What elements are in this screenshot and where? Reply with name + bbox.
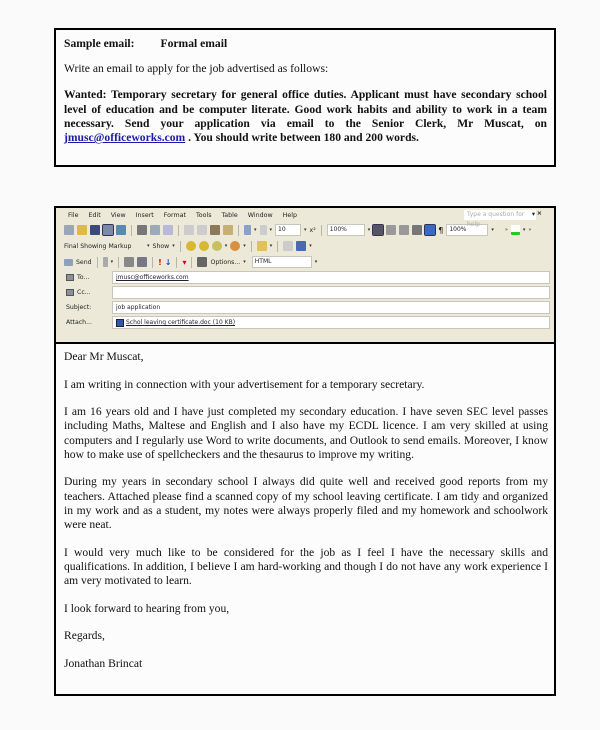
chevron-down-icon[interactable]: ▾ xyxy=(309,243,312,249)
cc-field[interactable] xyxy=(112,286,550,299)
outlook-compose-header xyxy=(56,208,554,344)
justify-icon[interactable] xyxy=(412,225,422,235)
separator xyxy=(131,225,132,236)
superscript-icon[interactable]: x² xyxy=(309,226,316,234)
zoom-value-2: 100% xyxy=(449,226,467,233)
task-title xyxy=(64,37,547,51)
to-button[interactable] xyxy=(66,274,112,281)
font-size-value: 10 xyxy=(278,226,286,233)
low-importance-icon[interactable]: ↓ xyxy=(164,257,172,267)
zoom-value: 100% xyxy=(329,226,347,233)
attach-button[interactable]: Attach... xyxy=(66,319,92,326)
message-format-select[interactable] xyxy=(252,256,312,268)
chevron-down-icon[interactable]: ▾ xyxy=(224,243,228,249)
attach-icon[interactable] xyxy=(103,257,108,267)
separator xyxy=(277,241,278,252)
accept-change-icon[interactable] xyxy=(212,241,222,251)
align-right-icon[interactable] xyxy=(399,225,409,235)
menu-edit[interactable]: Edit xyxy=(88,211,101,219)
email-paragraph: During my years in secondary school I always did quite well and received good reports from my teachers. Attached please find a scanned copy of my school leaving certificate. I am tidy and organized in my work and as a student, my notes were always properly filed and my homework and schoolwork were neat. xyxy=(64,475,548,531)
separator xyxy=(180,241,181,252)
check-names-icon[interactable] xyxy=(137,257,147,267)
cc-label: Cc... xyxy=(77,289,91,296)
chevron-down-icon[interactable]: ▾ xyxy=(172,243,175,249)
chevron-down-icon[interactable]: ▾ xyxy=(269,243,273,249)
copy-icon[interactable] xyxy=(197,225,207,235)
open-folder-icon[interactable] xyxy=(77,225,87,235)
markup-mode-select[interactable]: Final Showing Markup xyxy=(64,242,132,250)
email-window xyxy=(54,206,556,696)
save-icon[interactable] xyxy=(90,225,100,235)
high-importance-icon[interactable]: ! xyxy=(158,257,162,267)
insert-comment-icon[interactable] xyxy=(257,241,267,251)
help-search-input[interactable]: Type a question for help xyxy=(464,210,536,220)
send-icon xyxy=(64,259,73,266)
chevron-down-icon[interactable]: ▾ xyxy=(254,227,257,233)
menu-view[interactable]: View xyxy=(110,211,126,219)
chevron-down-icon[interactable]: ▾ xyxy=(522,227,526,233)
address-book-icon xyxy=(66,289,74,296)
align-left-icon[interactable] xyxy=(373,225,383,235)
menu-format[interactable]: Format xyxy=(163,211,186,219)
email-paragraph: I am 16 years old and I have just completed my secondary education. I have seven SEC level passes including Maths, Maltese and English and I also have my ECDL licence. I am very skilled at using computers and I regularly use Word to write documents, and Outlook to send emails. Moreover, I know how to make use of spellcheckers and the thesaurus to improve my writing. xyxy=(64,405,548,461)
attachment-link[interactable]: Schol leaving certificate.doc (10 KB) xyxy=(126,319,236,326)
address-book-icon[interactable] xyxy=(124,257,134,267)
chevron-down-icon[interactable]: ▾ xyxy=(314,259,318,265)
email-body[interactable] xyxy=(56,344,554,671)
address-book-icon xyxy=(66,274,74,281)
previous-change-icon[interactable] xyxy=(186,241,196,251)
send-button[interactable]: Send xyxy=(76,258,92,266)
separator xyxy=(251,241,252,252)
to-row xyxy=(56,270,554,285)
options-icon xyxy=(197,257,207,267)
menu-table[interactable]: Table xyxy=(221,211,238,219)
permission-icon[interactable] xyxy=(103,225,113,235)
spelling-icon[interactable] xyxy=(163,225,173,235)
redo-icon[interactable] xyxy=(260,225,267,235)
menu-bar xyxy=(56,208,554,228)
to-field[interactable] xyxy=(112,271,550,284)
chevron-down-icon[interactable]: ▾ xyxy=(491,227,494,233)
subject-field[interactable]: job application xyxy=(112,301,550,314)
new-icon[interactable] xyxy=(64,225,74,235)
mail-recipient-icon[interactable] xyxy=(116,225,126,235)
reviewing-toolbar xyxy=(56,238,554,254)
email-closing: Regards, xyxy=(64,629,105,643)
separator xyxy=(178,225,179,236)
print-icon[interactable] xyxy=(137,225,147,235)
task-label: Sample email: xyxy=(64,37,135,50)
menu-tools[interactable]: Tools xyxy=(195,211,212,219)
reviewing-pane-icon[interactable] xyxy=(296,241,306,251)
undo-icon[interactable] xyxy=(244,225,251,235)
menu-file[interactable]: File xyxy=(68,211,79,219)
separator xyxy=(152,257,153,268)
chevron-down-icon[interactable]: ▾ xyxy=(243,259,246,265)
pilcrow-icon[interactable]: ¶ xyxy=(438,225,444,235)
toolbar-overflow-icon[interactable]: » xyxy=(528,227,532,233)
format-painter-icon[interactable] xyxy=(223,225,233,235)
email-paragraph: I look forward to hearing from you, xyxy=(64,601,230,615)
attach-row xyxy=(56,315,554,330)
paste-icon[interactable] xyxy=(210,225,220,235)
font-size-select[interactable] xyxy=(275,224,301,236)
options-button[interactable]: Options... xyxy=(210,258,241,266)
subject-label: Subject: xyxy=(66,304,92,311)
separator xyxy=(321,225,322,236)
align-center-icon[interactable] xyxy=(386,225,396,235)
chevron-down-icon[interactable]: ▾ xyxy=(243,243,246,249)
advert-text-end: . You should write between 180 and 200 words. xyxy=(185,131,419,145)
attach-field[interactable] xyxy=(112,316,550,329)
email-greeting: Dear Mr Muscat, xyxy=(64,350,144,363)
separator xyxy=(118,257,119,268)
to-value: jmusc@officeworks.com xyxy=(116,274,189,281)
next-change-icon[interactable] xyxy=(199,241,209,251)
chevron-down-icon[interactable]: ▾ xyxy=(269,227,273,233)
advert-email-link[interactable]: jmusc@officeworks.com xyxy=(64,131,186,145)
menu-window[interactable]: Window xyxy=(247,211,273,219)
chevron-down-icon[interactable]: ▾ xyxy=(304,227,307,233)
task-instruction: Write an email to apply for the job advertised as follows: xyxy=(64,62,329,76)
chevron-down-icon[interactable]: ▾ xyxy=(531,211,535,218)
zoom-select[interactable] xyxy=(327,224,365,236)
job-advert xyxy=(64,88,547,145)
separator xyxy=(176,257,177,268)
show-menu-button[interactable]: Show xyxy=(152,242,170,250)
menu-insert[interactable]: Insert xyxy=(135,211,154,219)
cc-button[interactable] xyxy=(66,289,112,296)
to-label: To... xyxy=(77,274,90,281)
chevron-down-icon[interactable]: ▾ xyxy=(367,227,371,233)
cut-icon[interactable] xyxy=(184,225,194,235)
cc-row xyxy=(56,285,554,300)
menu-help[interactable]: Help xyxy=(282,211,297,219)
email-paragraph: I am writing in connection with your advertisement for a temporary secretary. xyxy=(64,377,425,391)
toolbar-overflow-icon[interactable]: » xyxy=(504,227,508,233)
subject-row xyxy=(56,300,554,315)
research-icon[interactable] xyxy=(425,225,435,235)
task-type: Formal email xyxy=(160,37,228,50)
print-preview-icon[interactable] xyxy=(150,225,160,235)
email-toolbar xyxy=(56,254,554,270)
track-changes-icon[interactable] xyxy=(283,241,293,251)
reject-change-icon[interactable] xyxy=(230,241,240,251)
email-paragraph: I would very much like to be considered for the job as I feel I have the necessary skills and qualifications. In addition, I believe I am hard-working and though I do not have any work experience I am very motivated to learn. xyxy=(64,545,548,587)
email-signature: Jonathan Brincat xyxy=(64,656,143,670)
chevron-down-icon[interactable]: ▾ xyxy=(147,243,150,249)
separator xyxy=(238,225,239,236)
flag-icon[interactable]: ▾ xyxy=(182,257,187,267)
advert-text: Wanted: Temporary secretary for general office duties. Applicant must have secondary school level of education and be computer literate. Good work habits and ability to work in a team necessary. Send your application via email to the Senior Clerk, Mr Muscat, on xyxy=(64,88,547,130)
chevron-down-icon[interactable]: ▾ xyxy=(110,259,114,265)
separator xyxy=(191,257,192,268)
task-box xyxy=(54,28,556,167)
word-document-icon xyxy=(116,319,124,327)
close-icon[interactable]: × xyxy=(536,210,542,217)
message-format-value: HTML xyxy=(254,258,272,265)
separator xyxy=(97,257,98,268)
highlight-icon[interactable] xyxy=(511,225,520,235)
